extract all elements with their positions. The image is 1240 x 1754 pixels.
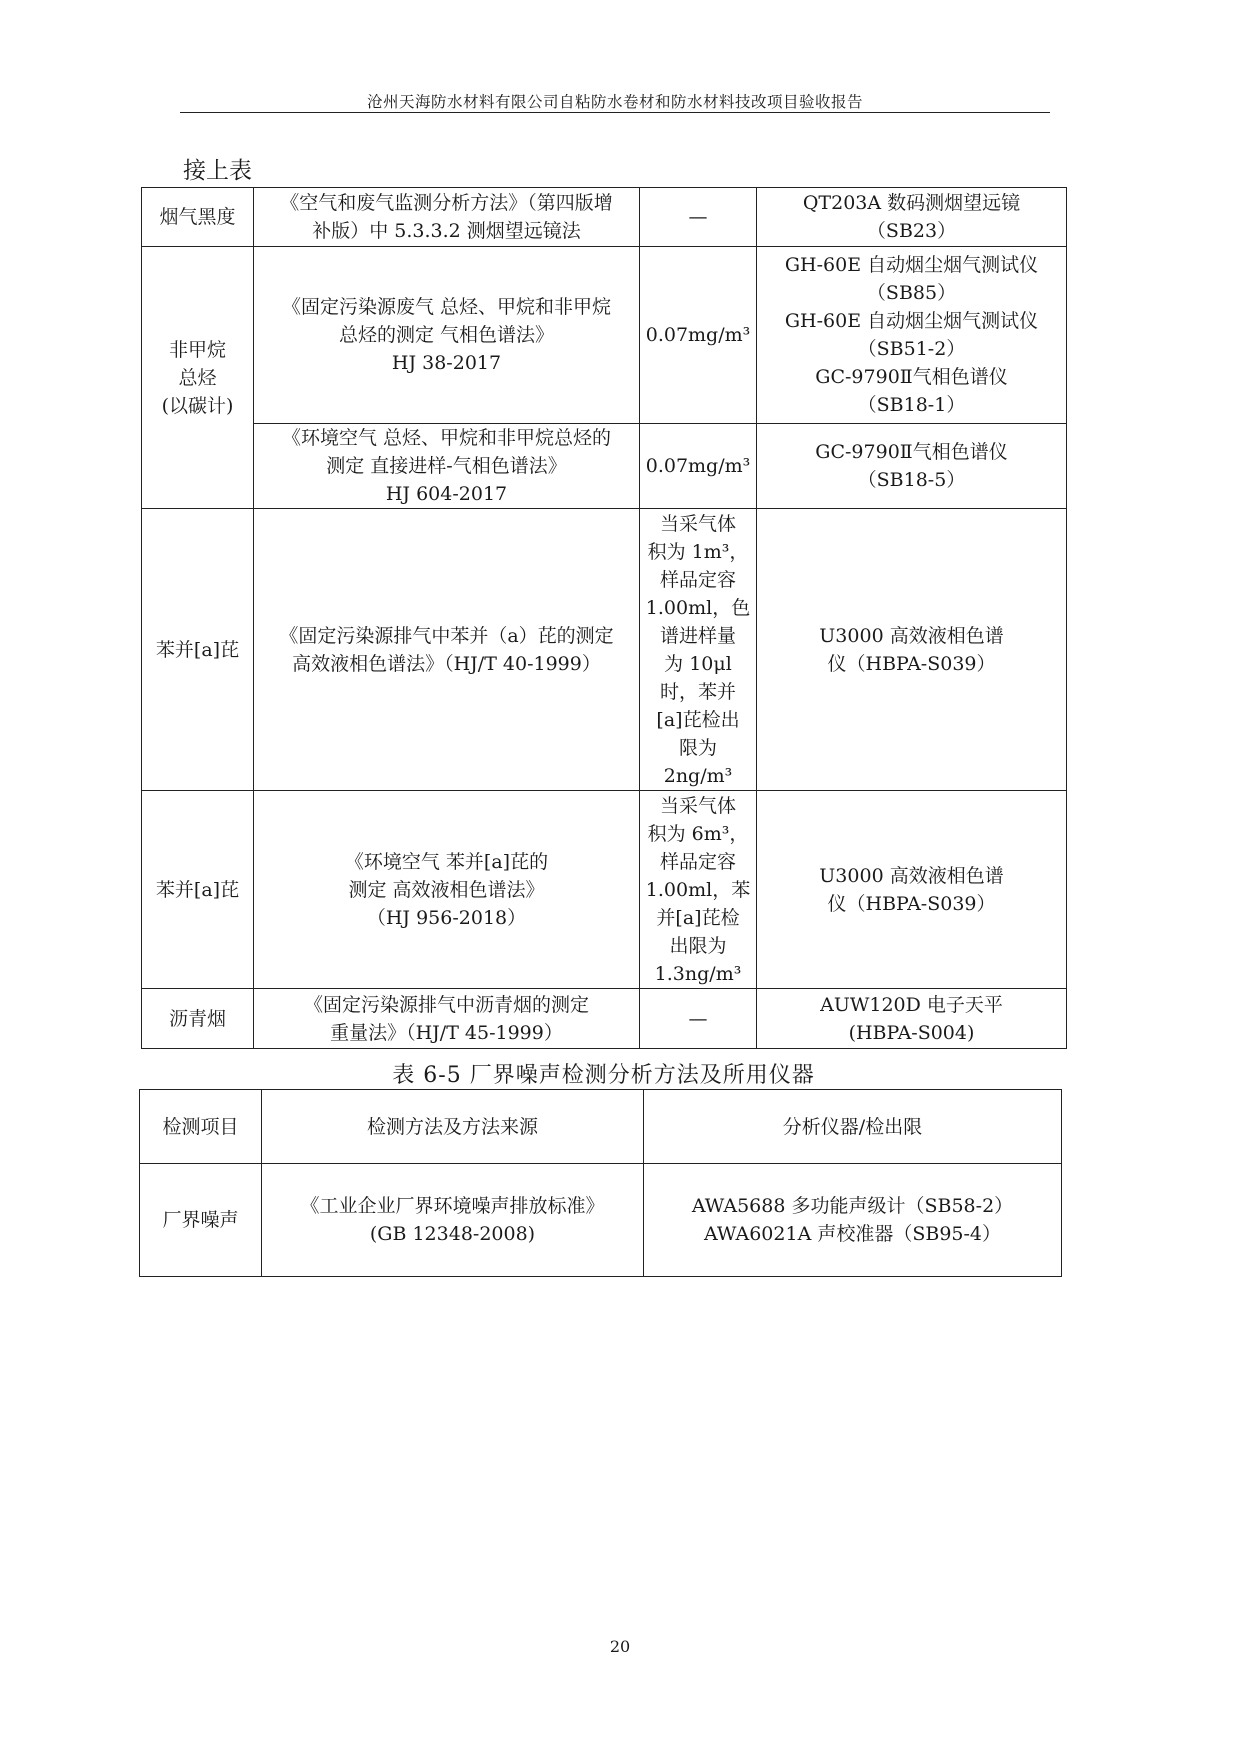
test-item-cell: 苯并[a]芘 <box>142 509 254 791</box>
report-header-title: 沧州天海防水材料有限公司自粘防水卷材和防水材料技改项目验收报告 <box>366 93 863 111</box>
instrument-cell: GH-60E 自动烟尘烟气测试仪 （SB85） GH-60E 自动烟尘烟气测试仪 （SB51-2） GC-9790Ⅱ气相色谱仪 （SB18-1） <box>757 247 1067 424</box>
table-row <box>142 247 1067 424</box>
instrument-cell: AUW120D 电子天平 (HBPA-S004) <box>757 989 1067 1049</box>
instrument-cell: U3000 高效液相色谱 仪（HBPA-S039） <box>757 791 1067 989</box>
table-row <box>142 989 1067 1049</box>
page-number: 20 <box>609 1637 631 1656</box>
column-header: 分析仪器/检出限 <box>644 1090 1062 1164</box>
table-row <box>142 424 1067 509</box>
test-item-cell: 非甲烷 总烃 (以碳计) <box>142 247 254 509</box>
table-row <box>142 791 1067 989</box>
header-divider <box>180 112 1050 113</box>
instrument-cell: U3000 高效液相色谱 仪（HBPA-S039） <box>757 509 1067 791</box>
method-cell: 《环境空气 总烃、甲烷和非甲烷总烃的 测定 直接进样-气相色谱法》 HJ 604-2017 <box>254 424 640 509</box>
monitoring-methods-table <box>141 187 1067 1049</box>
table-caption: 表 6-5 厂界噪声检测分析方法及所用仪器 <box>392 1063 815 1088</box>
test-item-cell: 厂界噪声 <box>140 1164 262 1277</box>
continued-label: 接上表 <box>183 158 252 184</box>
noise-methods-table <box>139 1089 1062 1277</box>
test-item-cell: 沥青烟 <box>142 989 254 1049</box>
detection-limit-cell: — <box>640 188 757 247</box>
test-item-cell: 苯并[a]芘 <box>142 791 254 989</box>
method-cell: 《固定污染源排气中苯并（a）芘的测定 高效液相色谱法》（HJ/T 40-1999） <box>254 509 640 791</box>
detection-limit-cell: — <box>640 989 757 1049</box>
table-header-row <box>140 1090 1062 1164</box>
detection-limit-cell: 0.07mg/m³ <box>640 247 757 424</box>
column-header: 检测项目 <box>140 1090 262 1164</box>
table-row <box>142 509 1067 791</box>
method-cell: 《工业企业厂界环境噪声排放标准》 (GB 12348-2008) <box>262 1164 644 1277</box>
detection-limit-cell: 当采气体 积为 1m³， 样品定容 1.00ml，色 谱进样量 为 10μl 时，苯并 [a]芘检出 限为 2ng/m³ <box>640 509 757 791</box>
column-header: 检测方法及方法来源 <box>262 1090 644 1164</box>
test-item-cell: 烟气黑度 <box>142 188 254 247</box>
detection-limit-cell: 0.07mg/m³ <box>640 424 757 509</box>
method-cell: 《固定污染源废气 总烃、甲烷和非甲烷 总烃的测定 气相色谱法》 HJ 38-2017 <box>254 247 640 424</box>
instrument-cell: AWA5688 多功能声级计（SB58-2） AWA6021A 声校准器（SB95-4） <box>644 1164 1062 1277</box>
table-row <box>140 1164 1062 1277</box>
method-cell: 《固定污染源排气中沥青烟的测定 重量法》（HJ/T 45-1999） <box>254 989 640 1049</box>
instrument-cell: QT203A 数码测烟望远镜 （SB23） <box>757 188 1067 247</box>
table-row <box>142 188 1067 247</box>
detection-limit-cell: 当采气体 积为 6m³， 样品定容 1.00ml，苯 并[a]芘检 出限为 1.3ng/m³ <box>640 791 757 989</box>
method-cell: 《环境空气 苯并[a]芘的 测定 高效液相色谱法》 （HJ 956-2018） <box>254 791 640 989</box>
method-cell: 《空气和废气监测分析方法》（第四版增 补版）中 5.3.3.2 测烟望远镜法 <box>254 188 640 247</box>
instrument-cell: GC-9790Ⅱ气相色谱仪 （SB18-5） <box>757 424 1067 509</box>
